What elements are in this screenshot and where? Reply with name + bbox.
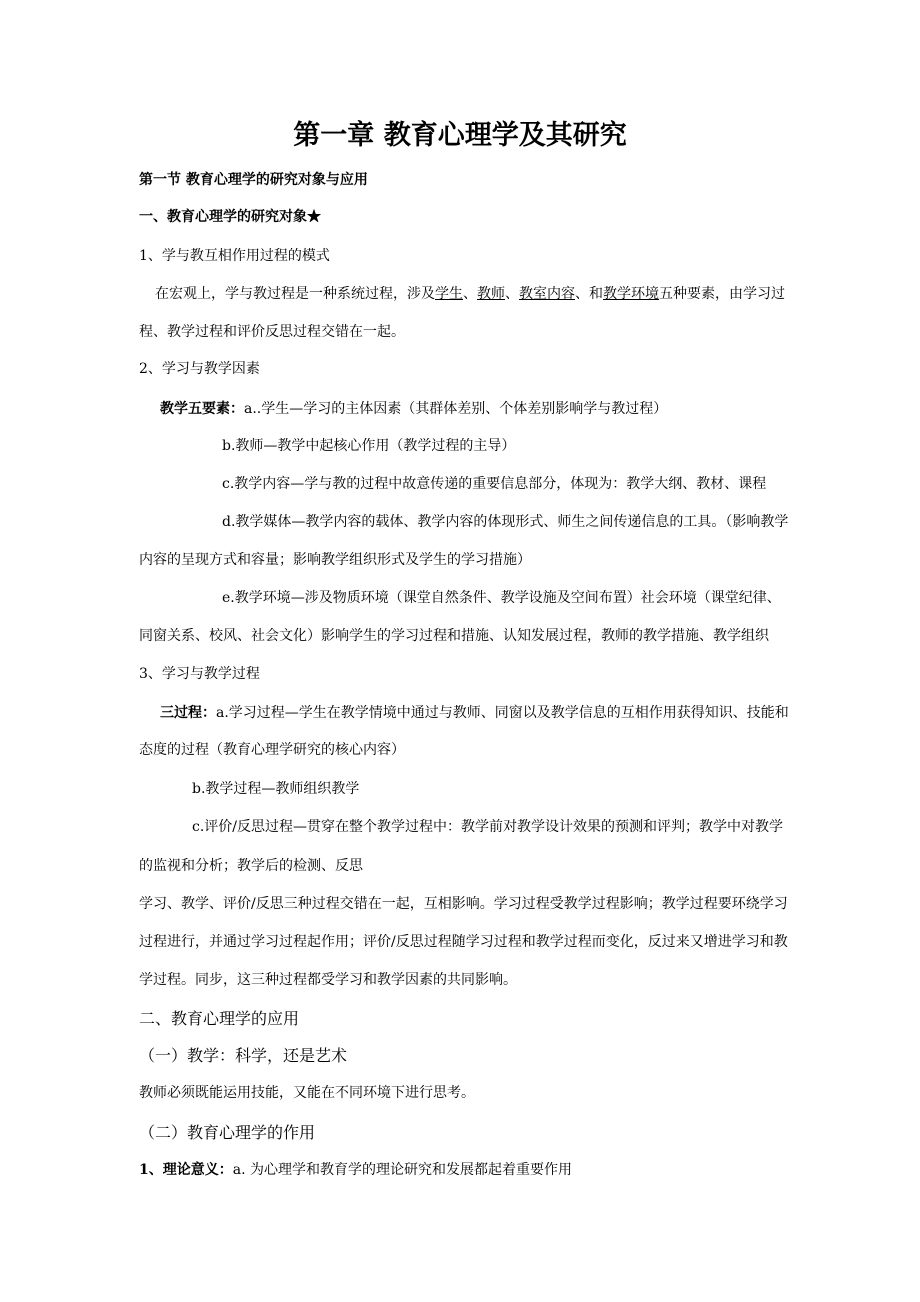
teaching-text: 教师必须既能运用技能，又能在不同环境下进行思考。: [139, 1085, 475, 1101]
text: a. 为心理学和教育学的理论研究和发展都起着重要作用: [232, 1162, 572, 1178]
underlined-term: 教室内容: [519, 286, 575, 302]
paragraph-macro: [155, 285, 785, 303]
five-elements-e: e.教学环境—涉及物质环境（课堂自然条件、教学设施及空间布置）社会环境（课堂纪律、: [222, 590, 781, 606]
five-elements-d: d.教学媒体—教学内容的载体、教学内容的体现形式、师生之间传递信息的工具。（影响教学: [222, 514, 789, 530]
text: 五种要素，由学习过: [659, 286, 785, 302]
three-process-a-cont: 态度的过程（教育心理学研究的核心内容）: [139, 742, 405, 758]
subheading-teaching: （一）教学：科学，还是艺术: [139, 1046, 348, 1065]
label: 三过程：: [160, 705, 216, 721]
five-elements-a: [160, 400, 667, 418]
underlined-term: 学生: [435, 286, 463, 302]
three-process-b: b.教学过程—教师组织教学: [192, 781, 360, 797]
section-heading: 第一节 教育心理学的研究对象与应用: [139, 172, 368, 188]
item-1: 1、学与教互相作用过程的模式: [139, 248, 330, 264]
five-elements-c: c.教学内容—学与教的过程中故意传递的重要信息部分，体现为：教学大纲、教材、课程: [222, 476, 767, 492]
subheading-role: （二）教育心理学的作用: [139, 1123, 316, 1142]
summary-line: 学过程。同步，这三种过程都受学习和教学因素的共同影响。: [139, 972, 517, 988]
label: 1、理论意义：: [139, 1162, 233, 1178]
heading-research-object: 一、教育心理学的研究对象★: [139, 209, 321, 225]
text: a..学生—学习的主体因素（其群体差别、个体差别影响学与教过程）: [244, 401, 668, 417]
text: 在宏观上，学与教过程是一种系统过程，涉及: [155, 286, 435, 302]
text: a.学习过程—学生在教学情境中通过与教师、同窗以及教学信息的互相作用获得知识、技能和: [216, 705, 789, 721]
text: 、和: [575, 286, 603, 302]
text: 、: [463, 286, 477, 302]
paragraph-line: 程、教学过程和评价反思过程交错在一起。: [139, 324, 405, 340]
chapter-title: 第一章 教育心理学及其研究: [293, 120, 627, 151]
item-3: 3、学习与教学过程: [139, 666, 260, 682]
label: 教学五要素：: [160, 401, 244, 417]
five-elements-d-cont: 内容的呈现方式和容量；影响教学组织形式及学生的学习措施）: [139, 552, 531, 568]
item-2: 2、学习与教学因素: [139, 361, 260, 377]
three-process-c: c.评价/反思过程—贯穿在整个教学过程中：教学前对教学设计效果的预测和评判；教学中对教学: [192, 819, 784, 835]
summary-line: 学习、教学、评价/反思三种过程交错在一起，互相影响。学习过程受教学过程影响；教学过程要环绕学习: [139, 896, 788, 912]
five-elements-e-cont: 同窗关系、校风、社会文化）影响学生的学习过程和措施、认知发展过程，教师的教学措施、教学组织: [139, 628, 769, 644]
theory-significance: [139, 1161, 572, 1179]
text: 、: [505, 286, 519, 302]
heading-application: 二、教育心理学的应用: [139, 1009, 300, 1028]
five-elements-b: b.教师—教学中起核心作用（教学过程的主导）: [222, 438, 516, 454]
three-process-a: [160, 704, 789, 722]
underlined-term: 教学环境: [603, 286, 659, 302]
summary-line: 过程进行，并通过学习过程起作用；评价/反思过程随学习过程和教学过程而变化，反过来又增进学习和教: [139, 934, 788, 950]
three-process-c-cont: 的监视和分析；教学后的检测、反思: [139, 858, 363, 874]
underlined-term: 教师: [477, 286, 505, 302]
